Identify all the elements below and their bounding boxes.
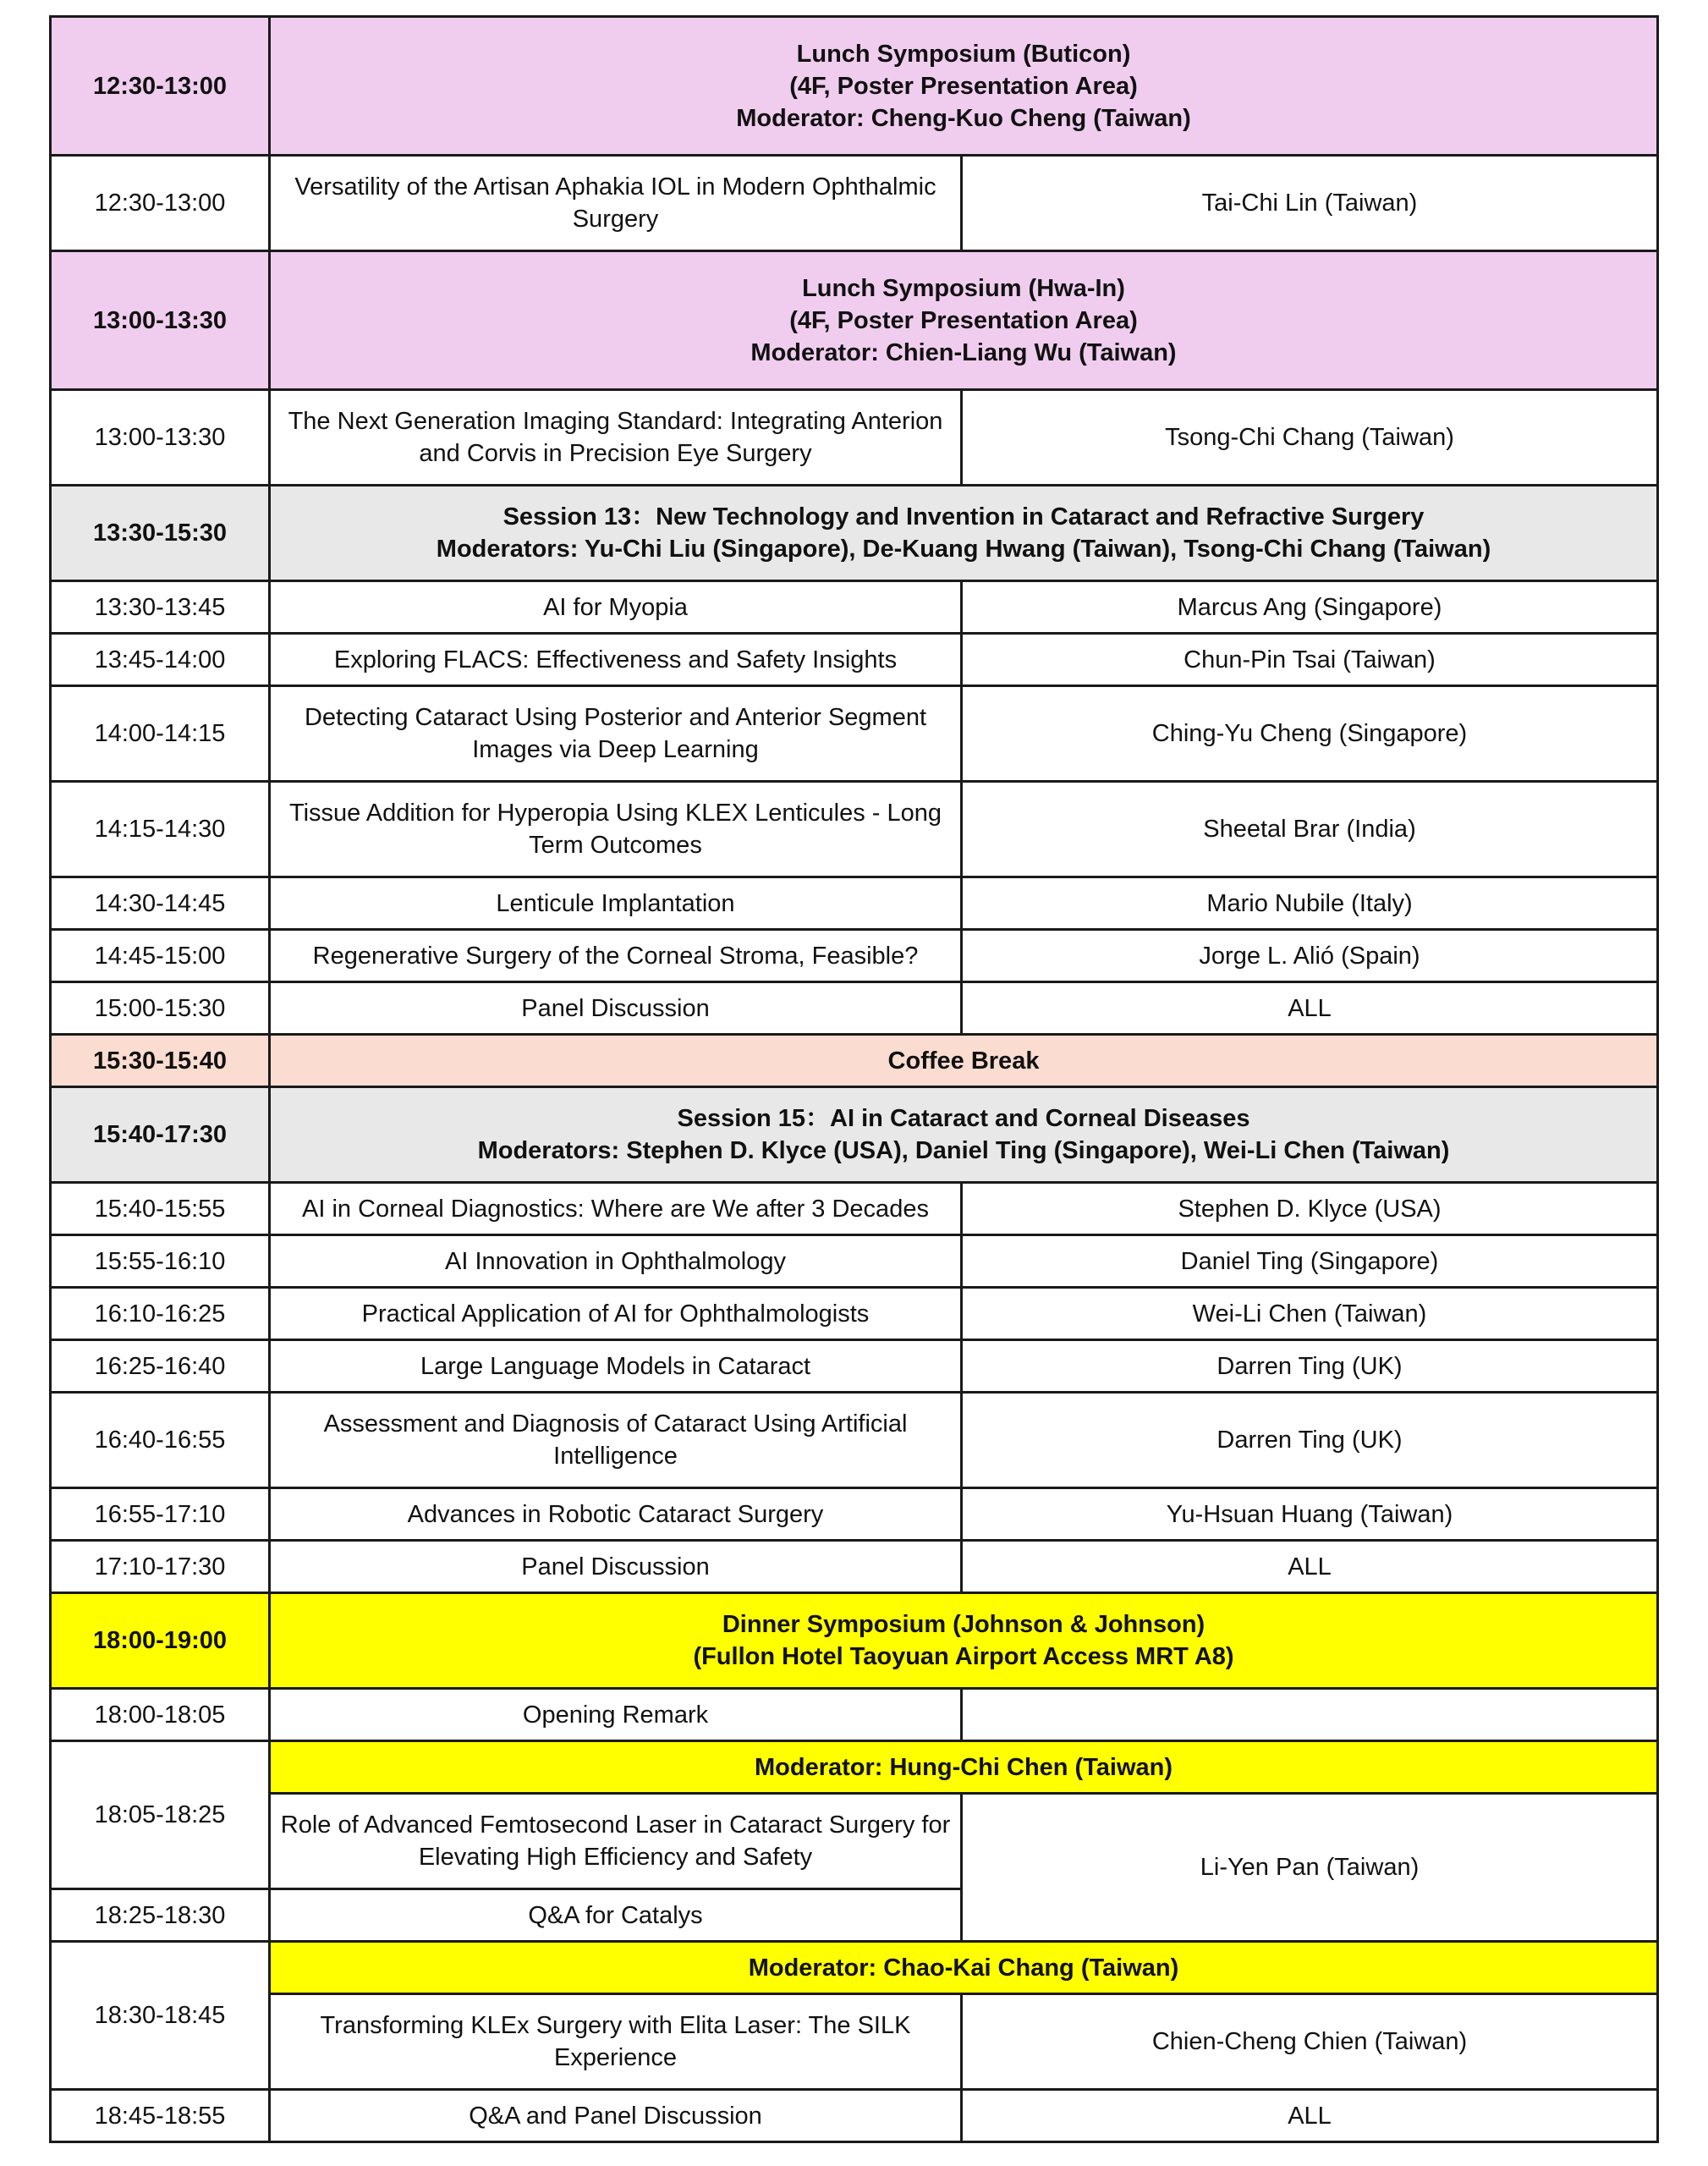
talk-time: 18:30-18:45: [51, 1942, 270, 2090]
table-row: [51, 1393, 1658, 1488]
talk-time: 17:10-17:30: [51, 1541, 270, 1593]
session-title: [270, 1087, 1658, 1183]
talk-title: Panel Discussion: [270, 982, 962, 1035]
talk-speaker: ALL: [962, 2090, 1658, 2142]
talk-time: 18:45-18:55: [51, 2090, 270, 2142]
table-row: [51, 1488, 1658, 1541]
table-row: [51, 1942, 1658, 1994]
symposium-title: Lunch Symposium (Hwa-In): [802, 274, 1125, 302]
talk-time: 15:00-15:30: [51, 982, 270, 1035]
table-row: [51, 1689, 1658, 1741]
table-row: [51, 1183, 1658, 1235]
symposium-location: (4F, Poster Presentation Area): [789, 306, 1138, 334]
talk-time: 13:45-14:00: [51, 634, 270, 686]
talk-time: 18:05-18:25: [51, 1741, 270, 1889]
talk-speaker: [962, 1689, 1658, 1741]
session-time: 13:00-13:30: [51, 251, 270, 390]
symposium-title: Lunch Symposium (Buticon): [796, 40, 1131, 68]
session-title: [270, 251, 1658, 390]
talk-speaker: Ching-Yu Cheng (Singapore): [962, 686, 1658, 782]
talk-title: Transforming KLEx Surgery with Elita Laser: The SILK Experience: [270, 1994, 962, 2090]
session-header-row: [51, 17, 1658, 156]
talk-speaker: Marcus Ang (Singapore): [962, 581, 1658, 634]
talk-title: The Next Generation Imaging Standard: Integrating Anterion and Corvis in Precision Eye Surgery: [270, 390, 962, 486]
table-row: [51, 634, 1658, 686]
talk-time: 12:30-13:00: [51, 156, 270, 251]
table-row: [51, 982, 1658, 1035]
table-row: [51, 1288, 1658, 1340]
talk-time: 14:45-15:00: [51, 930, 270, 982]
break-row: [51, 1035, 1658, 1087]
break-time: 15:30-15:40: [51, 1035, 270, 1087]
talk-title: Advances in Robotic Cataract Surgery: [270, 1488, 962, 1541]
session-title: [270, 486, 1658, 581]
talk-title: Q&A for Catalys: [270, 1889, 962, 1942]
talk-title: AI for Myopia: [270, 581, 962, 634]
talk-speaker: Tai-Chi Lin (Taiwan): [962, 156, 1658, 251]
table-row: [51, 581, 1658, 634]
talk-speaker: Chun-Pin Tsai (Taiwan): [962, 634, 1658, 686]
session-time: 15:40-17:30: [51, 1087, 270, 1183]
talk-title: Practical Application of AI for Ophthalmologists: [270, 1288, 962, 1340]
session-moderators: Moderators: Stephen D. Klyce (USA), Daniel Ting (Singapore), Wei-Li Chen (Taiwan): [477, 1137, 1450, 1164]
talk-time: 13:00-13:30: [51, 390, 270, 486]
talk-time: 18:00-18:05: [51, 1689, 270, 1741]
talk-speaker: Tsong-Chi Chang (Taiwan): [962, 390, 1658, 486]
symposium-location: (Fullon Hotel Taoyuan Airport Access MRT A8): [693, 1643, 1234, 1670]
symposium-title: Dinner Symposium (Johnson & Johnson): [722, 1611, 1205, 1638]
talk-title: Lenticule Implantation: [270, 877, 962, 930]
session-name: Session 13：New Technology and Invention in Cataract and Refractive Surgery: [503, 503, 1425, 531]
talk-time: 16:10-16:25: [51, 1288, 270, 1340]
table-row: [51, 1541, 1658, 1593]
session-header-row: [51, 486, 1658, 581]
talk-title: Opening Remark: [270, 1689, 962, 1741]
talk-time: 15:40-15:55: [51, 1183, 270, 1235]
table-row: [51, 686, 1658, 782]
talk-speaker: Wei-Li Chen (Taiwan): [962, 1288, 1658, 1340]
talk-speaker: Darren Ting (UK): [962, 1340, 1658, 1393]
talk-time: 14:15-14:30: [51, 782, 270, 877]
talk-title: Regenerative Surgery of the Corneal Stroma, Feasible?: [270, 930, 962, 982]
session-moderators: Moderators: Yu-Chi Liu (Singapore), De-Kuang Hwang (Taiwan), Tsong-Chi Chang (Taiwan): [436, 536, 1491, 563]
table-row: [51, 2090, 1658, 2142]
talk-time: 18:25-18:30: [51, 1889, 270, 1942]
break-label: Coffee Break: [270, 1035, 1658, 1087]
talk-title: Exploring FLACS: Effectiveness and Safety Insights: [270, 634, 962, 686]
talk-speaker: Darren Ting (UK): [962, 1393, 1658, 1488]
talk-title: Panel Discussion: [270, 1541, 962, 1593]
talk-time: 16:55-17:10: [51, 1488, 270, 1541]
symposium-moderator: Moderator: Chien-Liang Wu (Taiwan): [750, 338, 1177, 366]
session-time: 12:30-13:00: [51, 17, 270, 156]
session-name: Session 15：AI in Cataract and Corneal Diseases: [677, 1105, 1250, 1132]
talk-time: 16:40-16:55: [51, 1393, 270, 1488]
talk-title: AI Innovation in Ophthalmology: [270, 1235, 962, 1288]
talk-title: Large Language Models in Cataract: [270, 1340, 962, 1393]
talk-speaker: ALL: [962, 982, 1658, 1035]
talk-speaker: Yu-Hsuan Huang (Taiwan): [962, 1488, 1658, 1541]
table-row: [51, 877, 1658, 930]
talk-time: 13:30-13:45: [51, 581, 270, 634]
table-row: [51, 930, 1658, 982]
table-row: [51, 156, 1658, 251]
moderator-label: Moderator: Hung-Chi Chen (Taiwan): [270, 1741, 1658, 1794]
table-row: [51, 1794, 1658, 1889]
table-row: [51, 1340, 1658, 1393]
session-title: [270, 17, 1658, 156]
talk-time: 15:55-16:10: [51, 1235, 270, 1288]
talk-title: Versatility of the Artisan Aphakia IOL in Modern Ophthalmic Surgery: [270, 156, 962, 251]
table-row: [51, 390, 1658, 486]
talk-title: Tissue Addition for Hyperopia Using KLEX Lenticules - Long Term Outcomes: [270, 782, 962, 877]
table-row: [51, 1741, 1658, 1794]
talk-title: Detecting Cataract Using Posterior and Anterior Segment Images via Deep Learning: [270, 686, 962, 782]
symposium-moderator: Moderator: Cheng-Kuo Cheng (Taiwan): [736, 104, 1191, 132]
talk-speaker: Chien-Cheng Chien (Taiwan): [962, 1994, 1658, 2090]
schedule-table: [49, 15, 1659, 2143]
talk-speaker: Li-Yen Pan (Taiwan): [962, 1794, 1658, 1942]
talk-time: 14:30-14:45: [51, 877, 270, 930]
talk-title: Q&A and Panel Discussion: [270, 2090, 962, 2142]
talk-speaker: Sheetal Brar (India): [962, 782, 1658, 877]
moderator-label: Moderator: Chao-Kai Chang (Taiwan): [270, 1942, 1658, 1994]
session-header-row: [51, 251, 1658, 390]
session-time: 18:00-19:00: [51, 1593, 270, 1689]
table-row: [51, 1235, 1658, 1288]
talk-time: 14:00-14:15: [51, 686, 270, 782]
talk-speaker: ALL: [962, 1541, 1658, 1593]
talk-title: Assessment and Diagnosis of Cataract Using Artificial Intelligence: [270, 1393, 962, 1488]
session-header-row: [51, 1087, 1658, 1183]
talk-speaker: Stephen D. Klyce (USA): [962, 1183, 1658, 1235]
talk-speaker: Daniel Ting (Singapore): [962, 1235, 1658, 1288]
session-header-row: [51, 1593, 1658, 1689]
table-row: [51, 782, 1658, 877]
talk-title: AI in Corneal Diagnostics: Where are We after 3 Decades: [270, 1183, 962, 1235]
talk-title: Role of Advanced Femtosecond Laser in Cataract Surgery for Elevating High Efficiency and Safety: [270, 1794, 962, 1889]
talk-time: 16:25-16:40: [51, 1340, 270, 1393]
table-row: [51, 1994, 1658, 2090]
session-title: [270, 1593, 1658, 1689]
symposium-location: (4F, Poster Presentation Area): [789, 72, 1138, 100]
talk-speaker: Jorge L. Alió (Spain): [962, 930, 1658, 982]
talk-speaker: Mario Nubile (Italy): [962, 877, 1658, 930]
session-time: 13:30-15:30: [51, 486, 270, 581]
